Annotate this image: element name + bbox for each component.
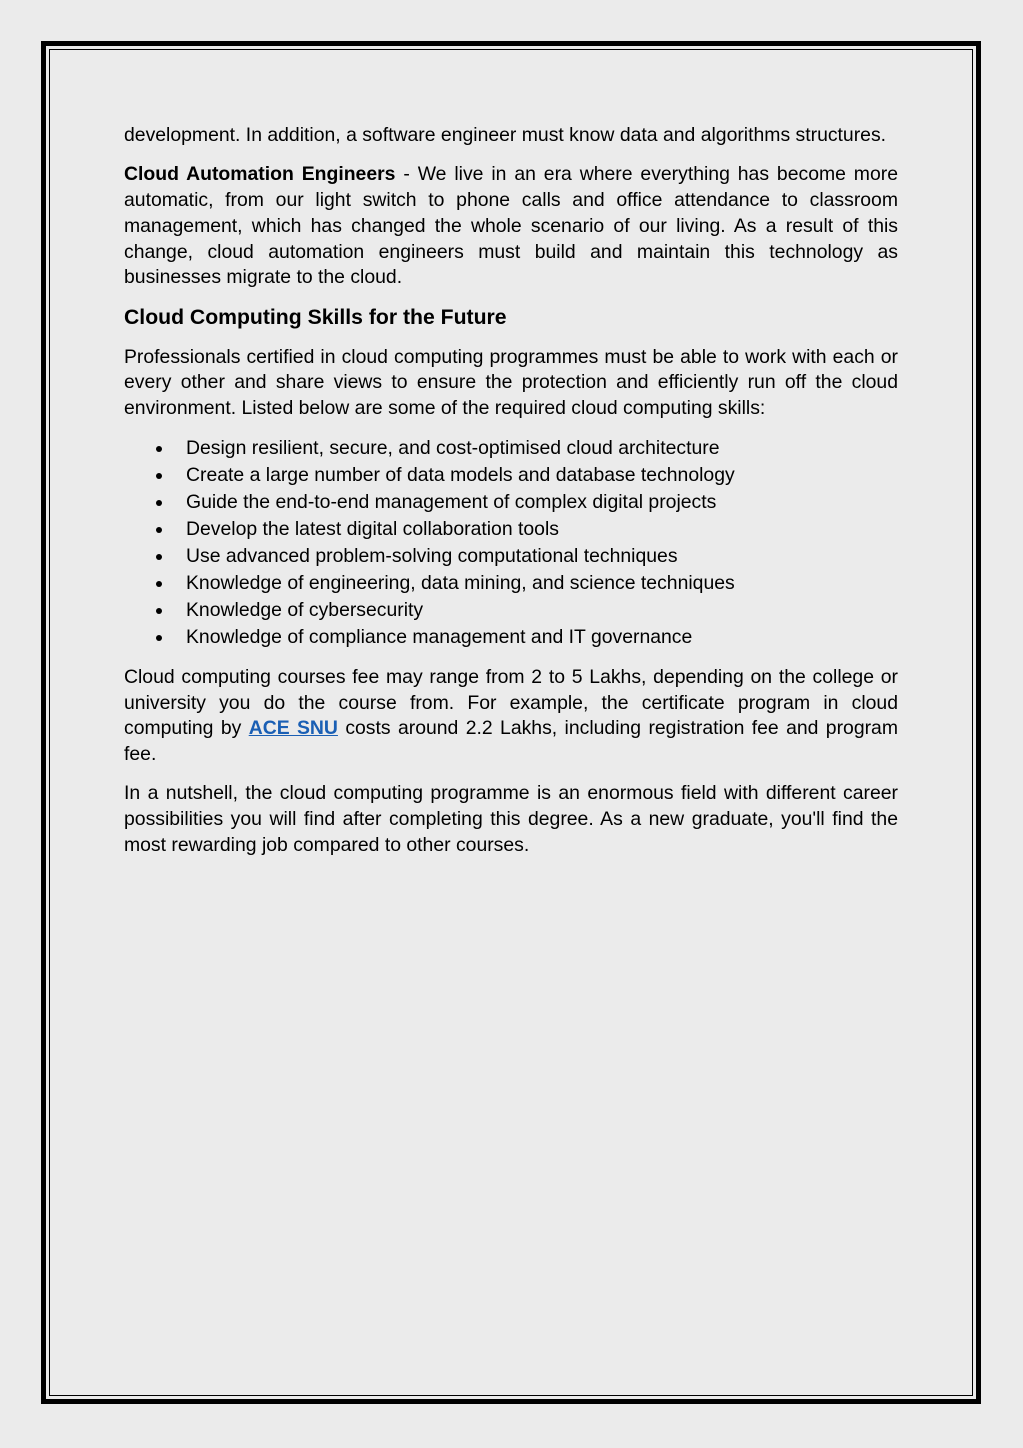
intro-continuation-paragraph: development. In addition, a software engineer must know data and algorithms structures. xyxy=(124,124,887,146)
fees-text-before-link: Cloud computing courses fee may range from 2 to 5 Lakhs, depending on the college or university you do the course from. For example, the certificate program in cloud computing by xyxy=(124,665,898,740)
document-body xyxy=(124,123,898,872)
list-item-text: Develop the latest digital collaboration tools xyxy=(186,518,559,541)
ace-snu-link[interactable]: ACE SNU xyxy=(248,717,338,740)
bullet-icon xyxy=(156,635,162,641)
section-heading: Cloud Computing Skills for the Future xyxy=(124,305,507,329)
list-item xyxy=(124,570,898,597)
list-item xyxy=(124,543,898,570)
list-item-text: Use advanced problem-solving computational techniques xyxy=(186,545,678,568)
cloud-automation-term: Cloud Automation Engineers xyxy=(124,163,396,186)
bullet-icon xyxy=(156,608,162,614)
bullet-icon xyxy=(156,554,162,560)
bullet-icon xyxy=(156,581,162,587)
fees-text-after-link: costs around 2.2 Lakhs, including registration fee and program fee. xyxy=(124,717,898,766)
cloud-automation-text: - We live in an era where everything has become more automatic, from our light switch to phone calls and office attendance to classroom management, which has changed the whole scenario of our living. As a result of this change, cloud automation engineers must build and maintain this technology as businesses migrate to the cloud. xyxy=(124,163,898,289)
list-item xyxy=(124,624,898,651)
list-item xyxy=(124,435,898,462)
list-item-text: Knowledge of cybersecurity xyxy=(186,599,424,622)
bullet-icon xyxy=(156,500,162,506)
list-item-text: Guide the end-to-end management of complex digital projects xyxy=(186,491,717,514)
cloud-automation-paragraph xyxy=(124,162,898,291)
list-item-text: Knowledge of engineering, data mining, and science techniques xyxy=(186,572,735,595)
fees-paragraph xyxy=(124,665,898,768)
list-item-text: Design resilient, secure, and cost-optimised cloud architecture xyxy=(186,437,720,460)
list-item xyxy=(124,597,898,624)
skills-list xyxy=(124,435,898,651)
conclusion-paragraph: In a nutshell, the cloud computing programme is an enormous field with different career possibilities you will find after completing this degree. As a new graduate, you'll find the most rewarding job compared to other courses. xyxy=(124,782,898,856)
list-item xyxy=(124,516,898,543)
list-item xyxy=(124,489,898,516)
list-item-text: Create a large number of data models and database technology xyxy=(186,464,735,487)
section-intro-paragraph: Professionals certified in cloud computing programmes must be able to work with each or every other and share views to ensure the protection and efficiently run off the cloud environment. Listed below are some of the required cloud computing skills: xyxy=(124,345,898,420)
bullet-icon xyxy=(156,473,162,479)
list-item-text: Knowledge of compliance management and IT governance xyxy=(186,626,693,649)
list-item xyxy=(124,462,898,489)
bullet-icon xyxy=(156,446,162,452)
bullet-icon xyxy=(156,527,162,533)
